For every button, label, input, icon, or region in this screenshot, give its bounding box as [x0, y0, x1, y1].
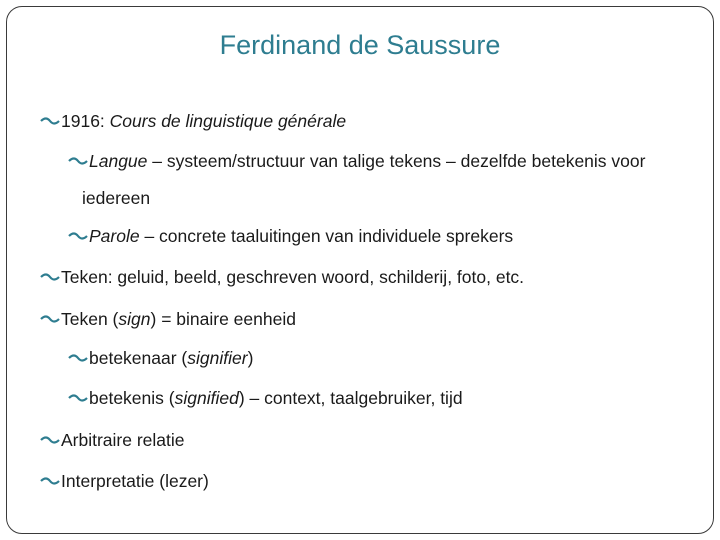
wavy-bullet-icon [40, 313, 60, 326]
sign-pre: Teken ( [61, 309, 119, 329]
sign-post: ) = binaire eenheid [150, 309, 296, 329]
term-sign: sign [118, 309, 151, 329]
term-signified: signified [174, 388, 239, 408]
term-langue: Langue [89, 151, 148, 171]
bullet-item-arbitrary [40, 429, 185, 451]
parole-text: – concrete taaluitingen van individuele sprekers [139, 226, 514, 246]
bullet-item-parole [68, 225, 513, 247]
bullet-item-langue [68, 150, 645, 172]
interpretation-text: Interpretatie (lezer) [61, 471, 209, 491]
langue-text: – systeem/structuur van talige tekens – dezelfde betekenis voor [147, 151, 646, 171]
signified-pre: betekenis ( [89, 388, 175, 408]
term-parole: Parole [89, 226, 140, 246]
wavy-bullet-icon [68, 155, 88, 168]
bullet-item-signifier [68, 347, 253, 369]
wavy-bullet-icon [68, 230, 88, 243]
wavy-bullet-icon [68, 392, 88, 405]
wavy-bullet-icon [68, 352, 88, 365]
bullet-item-teken [40, 266, 524, 288]
wavy-bullet-icon [40, 115, 60, 128]
bullet-item-signified [68, 387, 463, 409]
signified-post: ) – context, taalgebruiker, tijd [238, 388, 463, 408]
year-text: 1916: [61, 111, 110, 131]
langue-continuation: iedereen [82, 188, 151, 208]
work-title: Cours de linguistique générale [109, 111, 347, 131]
signifier-pre: betekenaar ( [89, 348, 188, 368]
term-signifier: signifier [187, 348, 248, 368]
arbitrary-text: Arbitraire relatie [61, 430, 185, 450]
bullet-item-1916 [40, 110, 346, 132]
bullet-item-interpretation [40, 470, 209, 492]
signifier-post: ) [247, 348, 254, 368]
wavy-bullet-icon [40, 271, 60, 284]
wavy-bullet-icon [40, 434, 60, 447]
bullet-item-sign [40, 308, 296, 330]
teken-text: Teken: geluid, beeld, geschreven woord, schilderij, foto, etc. [61, 267, 525, 287]
slide-title: Ferdinand de Saussure [219, 30, 501, 60]
wavy-bullet-icon [40, 475, 60, 488]
